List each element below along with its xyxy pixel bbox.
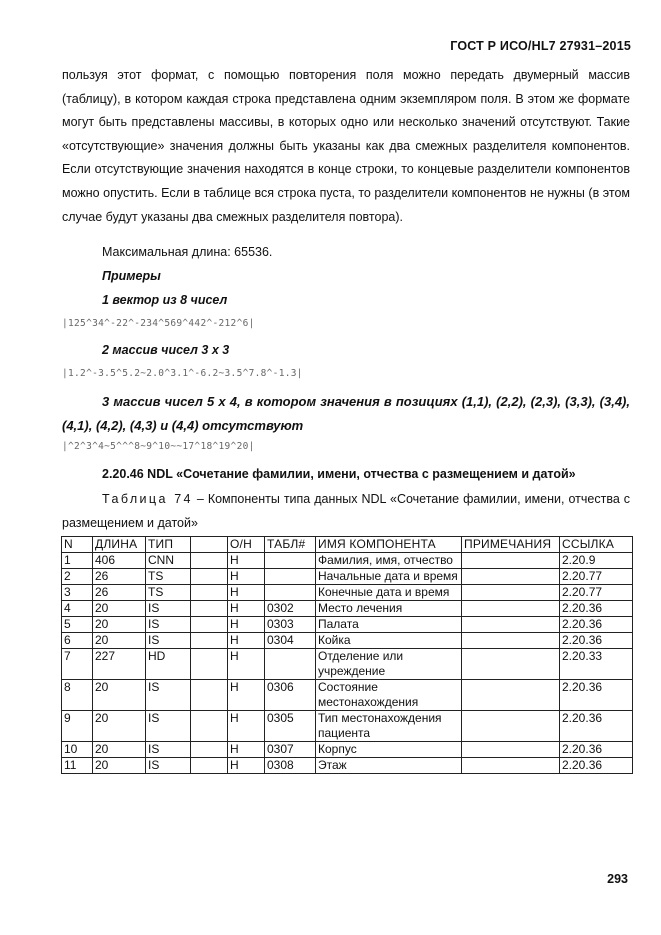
cell-length: 26 (93, 569, 146, 585)
cell-blank (191, 617, 228, 633)
cell-optionality: Н (228, 742, 265, 758)
table-row (62, 649, 633, 680)
cell-component-name: Корпус (316, 742, 462, 758)
table-row (62, 711, 633, 742)
cell-optionality: Н (228, 585, 265, 601)
cell-blank (191, 649, 228, 680)
cell-component-name: Отделение или учреждение (316, 649, 462, 680)
document-header: ГОСТ Р ИСО/HL7 27931–2015 (450, 39, 631, 53)
cell-reference: 2.20.36 (560, 601, 633, 617)
cell-table: 0307 (265, 742, 316, 758)
cell-n: 11 (62, 758, 93, 774)
cell-component-name: Палата (316, 617, 462, 633)
example-2-title: 2 массив чисел 3 х 3 (102, 343, 230, 357)
cell-reference: 2.20.36 (560, 711, 633, 742)
table-row (62, 680, 633, 711)
cell-reference: 2.20.36 (560, 758, 633, 774)
cell-notes (462, 601, 560, 617)
cell-length: 20 (93, 633, 146, 649)
cell-type: TS (146, 569, 191, 585)
cell-length: 20 (93, 742, 146, 758)
table-caption-label: Таблица 74 (102, 492, 193, 506)
cell-notes (462, 553, 560, 569)
cell-reference: 2.20.36 (560, 633, 633, 649)
cell-component-name: Состояние местонахождения (316, 680, 462, 711)
cell-notes (462, 585, 560, 601)
cell-table (265, 553, 316, 569)
cell-blank (191, 742, 228, 758)
cell-blank (191, 601, 228, 617)
table-caption-text: – Компоненты типа данных NDL «Сочетание фамилии, имени, отчества с размещением и датой» (62, 492, 630, 530)
cell-reference: 2.20.9 (560, 553, 633, 569)
examples-heading: Примеры (102, 269, 161, 283)
cell-table (265, 569, 316, 585)
section-heading: 2.20.46 NDL «Сочетание фамилии, имени, отчества с размещением и датой» (102, 467, 576, 481)
table-row (62, 553, 633, 569)
cell-reference: 2.20.77 (560, 585, 633, 601)
table-row (62, 569, 633, 585)
cell-length: 227 (93, 649, 146, 680)
cell-n: 8 (62, 680, 93, 711)
cell-optionality: Н (228, 649, 265, 680)
cell-component-name: Тип местонахождения пациента (316, 711, 462, 742)
cell-optionality: Н (228, 758, 265, 774)
table-row (62, 633, 633, 649)
cell-blank (191, 553, 228, 569)
cell-type: IS (146, 617, 191, 633)
cell-type: IS (146, 758, 191, 774)
cell-blank (191, 633, 228, 649)
cell-type: CNN (146, 553, 191, 569)
cell-optionality: Н (228, 633, 265, 649)
cell-n: 7 (62, 649, 93, 680)
col-type-header: ТИП (146, 537, 191, 553)
cell-type: IS (146, 711, 191, 742)
cell-optionality: Н (228, 569, 265, 585)
cell-notes (462, 569, 560, 585)
cell-optionality: Н (228, 680, 265, 711)
cell-n: 3 (62, 585, 93, 601)
intro-paragraph: пользуя этот формат, с помощью повторения поля можно передать двумерный массив (таблицу), в котором каждая строка представлена одним экземпляром поля. В этом же формате могут быть представлены массивы, в которых одно или несколько значений отсутствуют. Такие «отсутствующие» значения должны быть указаны как два смежных разделителя компонентов. Если отсутствующие значения находятся в конце строки, то концевые разделители компонентов можно опустить. Если в таблице вся строка пуста, то разделители компонентов не нужны (в этом случае будут указаны два смежных разделителя повтора). (62, 68, 630, 224)
cell-type: HD (146, 649, 191, 680)
cell-length: 20 (93, 758, 146, 774)
cell-length: 20 (93, 617, 146, 633)
cell-length: 20 (93, 711, 146, 742)
table-row (62, 617, 633, 633)
cell-table: 0302 (265, 601, 316, 617)
example-1-code: |125^34^-22^-234^569^442^-212^6| (62, 318, 255, 329)
cell-optionality: Н (228, 601, 265, 617)
cell-type: TS (146, 585, 191, 601)
table-row (62, 585, 633, 601)
cell-table (265, 649, 316, 680)
cell-component-name: Начальные дата и время (316, 569, 462, 585)
col-reference-header: ССЫЛКА (560, 537, 633, 553)
cell-notes (462, 711, 560, 742)
cell-length: 406 (93, 553, 146, 569)
col-blank-header (191, 537, 228, 553)
cell-reference: 2.20.36 (560, 742, 633, 758)
cell-notes (462, 758, 560, 774)
cell-length: 20 (93, 680, 146, 711)
table-header-row (62, 537, 633, 553)
cell-component-name: Место лечения (316, 601, 462, 617)
col-notes-header: ПРИМЕЧАНИЯ (462, 537, 560, 553)
cell-length: 20 (93, 601, 146, 617)
cell-table: 0308 (265, 758, 316, 774)
page-number: 293 (607, 872, 628, 886)
cell-table: 0306 (265, 680, 316, 711)
col-n-header: N (62, 537, 93, 553)
table-row (62, 758, 633, 774)
cell-n: 9 (62, 711, 93, 742)
cell-type: IS (146, 601, 191, 617)
col-component-name-header: ИМЯ КОМПОНЕНТА (316, 537, 462, 553)
example-1-title: 1 вектор из 8 чисел (102, 293, 228, 307)
table-row (62, 601, 633, 617)
cell-type: IS (146, 633, 191, 649)
example-2-code: |1.2^-3.5^5.2~2.0^3.1^-6.2~3.5^7.8^-1.3| (62, 368, 303, 379)
cell-optionality: Н (228, 553, 265, 569)
table-row (62, 742, 633, 758)
cell-optionality: Н (228, 617, 265, 633)
cell-component-name: Койка (316, 633, 462, 649)
cell-reference: 2.20.36 (560, 617, 633, 633)
cell-type: IS (146, 680, 191, 711)
cell-blank (191, 758, 228, 774)
cell-n: 5 (62, 617, 93, 633)
cell-table (265, 585, 316, 601)
max-length-text: Максимальная длина: 65536. (102, 245, 273, 259)
cell-n: 4 (62, 601, 93, 617)
cell-notes (462, 742, 560, 758)
cell-n: 6 (62, 633, 93, 649)
cell-n: 1 (62, 553, 93, 569)
cell-component-name: Этаж (316, 758, 462, 774)
cell-blank (191, 711, 228, 742)
cell-notes (462, 649, 560, 680)
example-3-code: |^2^3^4~5^^^8~9^10~~17^18^19^20| (62, 441, 255, 452)
cell-table: 0304 (265, 633, 316, 649)
cell-length: 26 (93, 585, 146, 601)
cell-blank (191, 569, 228, 585)
col-length-header: ДЛИНА (93, 537, 146, 553)
cell-reference: 2.20.77 (560, 569, 633, 585)
cell-notes (462, 633, 560, 649)
cell-n: 2 (62, 569, 93, 585)
cell-component-name: Конечные дата и время (316, 585, 462, 601)
table-caption (62, 487, 630, 535)
cell-notes (462, 680, 560, 711)
col-optionality-header: О/Н (228, 537, 265, 553)
cell-blank (191, 680, 228, 711)
cell-blank (191, 585, 228, 601)
cell-table: 0305 (265, 711, 316, 742)
cell-notes (462, 617, 560, 633)
example-3-title: 3 массив чисел 5 х 4, в котором значения в позициях (1,1), (2,2), (2,3), (3,3), (3,4), (4,1), (4,2), (4,3) и (4,4) отсутствуют (62, 394, 630, 433)
cell-table: 0303 (265, 617, 316, 633)
cell-n: 10 (62, 742, 93, 758)
cell-reference: 2.20.36 (560, 680, 633, 711)
components-table (61, 536, 633, 774)
cell-reference: 2.20.33 (560, 649, 633, 680)
cell-optionality: Н (228, 711, 265, 742)
cell-type: IS (146, 742, 191, 758)
col-table-header: ТАБЛ# (265, 537, 316, 553)
cell-component-name: Фамилия, имя, отчество (316, 553, 462, 569)
